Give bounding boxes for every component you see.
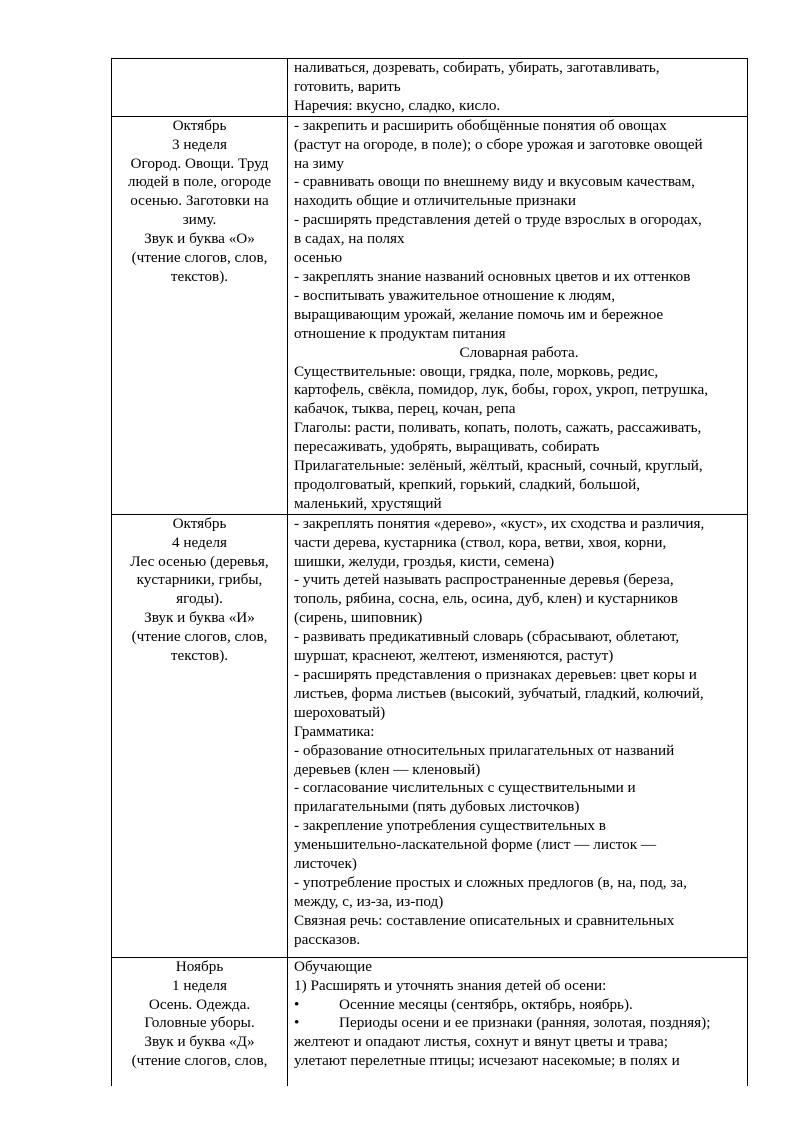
- topic-line: кустарники, грибы,: [136, 571, 263, 589]
- text-line: картофель, свёкла, помидор, лук, бобы, горох, укроп, петрушка,: [294, 381, 708, 399]
- text-line: Грамматика:: [294, 722, 375, 740]
- week-label: 3 неделя: [171, 135, 228, 153]
- topic-line: Огород. Овощи. Труд: [130, 154, 269, 172]
- text-line: - расширять представления детей о труде взрослых в огородах,: [294, 211, 702, 229]
- month-label: Октябрь: [172, 116, 227, 134]
- period-cell: [112, 957, 288, 1086]
- text-line: кабачок, тыква, перец, кочан, репа: [294, 400, 516, 418]
- text-line: 1) Расширять и уточнять знания детей об осени:: [294, 976, 607, 994]
- topic-line: Осень. Одежда.: [148, 995, 251, 1013]
- text-line: тополь, рябина, сосна, ель, осина, дуб, клен) и кустарников: [294, 590, 678, 608]
- text-line: листьев, форма листьев (высокий, зубчатый, гладкий, колючий,: [294, 684, 704, 702]
- text-line: части дерева, кустарника (ствол, кора, ветви, хвоя, корни,: [294, 533, 667, 551]
- table-row: [112, 514, 748, 957]
- text-line: - употребление простых и сложных предлогов (в, на, под, за,: [294, 873, 687, 891]
- text-line: (растут на огороде, в поле); о сборе урожая и заготовке овощей: [294, 135, 703, 153]
- content-cell: [288, 514, 748, 957]
- reading-note-line: (чтение слогов, слов,: [131, 1052, 268, 1070]
- reading-note-line: (чтение слогов, слов,: [131, 628, 268, 646]
- text-line: - закрепление употребления существительных в: [294, 817, 606, 835]
- text-line: Прилагательные: зелёный, жёлтый, красный, сочный, круглый,: [294, 457, 703, 475]
- reading-note-line: (чтение слогов, слов,: [131, 249, 268, 267]
- section-heading: Словарная работа.: [459, 343, 579, 361]
- text-line: отношение к продуктам питания: [294, 324, 506, 342]
- text-line: - закреплять знание названий основных цветов и их оттенков: [294, 267, 691, 285]
- month-label: Ноябрь: [175, 957, 224, 975]
- text-line: шуршат, краснеют, желтеют, изменяются, растут): [294, 647, 614, 665]
- content-cell: [288, 116, 748, 514]
- bullet-icon: •: [294, 995, 300, 1013]
- text-line: готовить, варить: [294, 77, 401, 95]
- text-line: - развивать предикативный словарь (сбрасывают, облетают,: [294, 628, 680, 646]
- topic-line: Лес осенью (деревья,: [130, 552, 269, 570]
- text-line: - сравнивать овощи по внешнему виду и вкусовым качествам,: [294, 173, 695, 191]
- text-line: - образование относительных прилагательных от названий: [294, 741, 675, 759]
- text-line: осенью: [294, 249, 343, 267]
- text-line: желтеют и опадают листья, сохнут и вянут цветы и трава;: [294, 1033, 668, 1051]
- month-label: Октябрь: [172, 514, 227, 532]
- week-label: 1 неделя: [171, 976, 228, 994]
- content-cell: [288, 59, 748, 117]
- table-row: [112, 957, 748, 1086]
- text-line: пересаживать, удобрять, выращивать, собирать: [294, 438, 600, 456]
- text-line: шишки, желуди, гроздья, кисти, семена): [294, 552, 555, 570]
- bullet-text: Периоды осени и ее признаки (ранняя, золотая, поздняя);: [339, 1014, 711, 1032]
- bullet-text: Осенние месяцы (сентябрь, октябрь, ноябрь).: [339, 995, 633, 1013]
- text-line: Связная речь: составление описательных и сравнительных: [294, 911, 675, 929]
- sound-letter-line: Звук и буква «О»: [144, 230, 255, 248]
- text-line: продолговатый, крепкий, горький, сладкий, большой,: [294, 475, 641, 493]
- text-line: между, с, из-за, из-под): [294, 892, 444, 910]
- period-cell: [112, 59, 288, 117]
- period-cell: [112, 116, 288, 514]
- text-line: в садах, на полях: [294, 230, 405, 248]
- text-line: Глаголы: расти, поливать, копать, полоть, сажать, рассаживать,: [294, 419, 702, 437]
- sound-letter-line: Звук и буква «И»: [144, 609, 255, 627]
- table-row: [112, 59, 748, 117]
- text-line: Существительные: овощи, грядка, поле, морковь, редис,: [294, 362, 659, 380]
- text-line: рассказов.: [294, 930, 361, 948]
- text-line: наливаться, дозревать, собирать, убирать, заготавливать,: [294, 59, 660, 76]
- topic-line: Головные уборы.: [144, 1014, 255, 1032]
- reading-note-line: текстов).: [170, 267, 229, 285]
- bullet-item: [294, 1014, 744, 1033]
- text-line: - учить детей называть распространенные деревья (береза,: [294, 571, 674, 589]
- text-line: - расширять представления о признаках деревьев: цвет коры и: [294, 666, 697, 683]
- content-cell: [288, 957, 748, 1086]
- text-line: уменьшительно-ласкательной форме (лист — листок —: [294, 836, 657, 854]
- text-line: (сирень, шиповник): [294, 609, 423, 627]
- plan-table: [111, 58, 748, 1086]
- topic-line: ягоды).: [176, 590, 223, 608]
- text-line: - закрепить и расширить обобщённые понятия об овощах: [294, 116, 667, 134]
- text-line: улетают перелетные птицы; исчезают насекомые; в полях и: [294, 1052, 680, 1070]
- text-line: шероховатый): [294, 703, 386, 721]
- text-line: маленький, хрустящий: [294, 494, 442, 512]
- sound-letter-line: Звук и буква «Д»: [144, 1033, 255, 1051]
- text-line: листочек): [294, 855, 357, 873]
- topic-line: осенью. Заготовки на: [130, 192, 269, 210]
- topic-line: зиму.: [182, 211, 217, 229]
- topic-line: людей в поле, огороде: [127, 173, 272, 191]
- bullet-icon: •: [294, 1014, 300, 1032]
- table-row: [112, 116, 748, 514]
- bullet-item: [294, 996, 744, 1015]
- text-line: на зиму: [294, 154, 344, 172]
- text-line: - воспитывать уважительное отношение к людям,: [294, 286, 616, 304]
- text-line: - согласование числительных с существительными и: [294, 779, 636, 797]
- text-line: Обучающие: [294, 957, 372, 975]
- text-line: Наречия: вкусно, сладко, кисло.: [294, 96, 501, 114]
- text-line: деревьев (клен — кленовый): [294, 760, 481, 778]
- text-line: - закреплять понятия «дерево», «куст», их сходства и различия,: [294, 514, 705, 532]
- week-label: 4 неделя: [171, 533, 228, 551]
- text-line: находить общие и отличительные признаки: [294, 192, 576, 210]
- text-line: выращивающим урожай, желание помочь им и бережное: [294, 305, 664, 323]
- period-cell: [112, 514, 288, 957]
- reading-note-line: текстов).: [170, 647, 229, 665]
- text-line: прилагательными (пять дубовых листочков): [294, 798, 580, 816]
